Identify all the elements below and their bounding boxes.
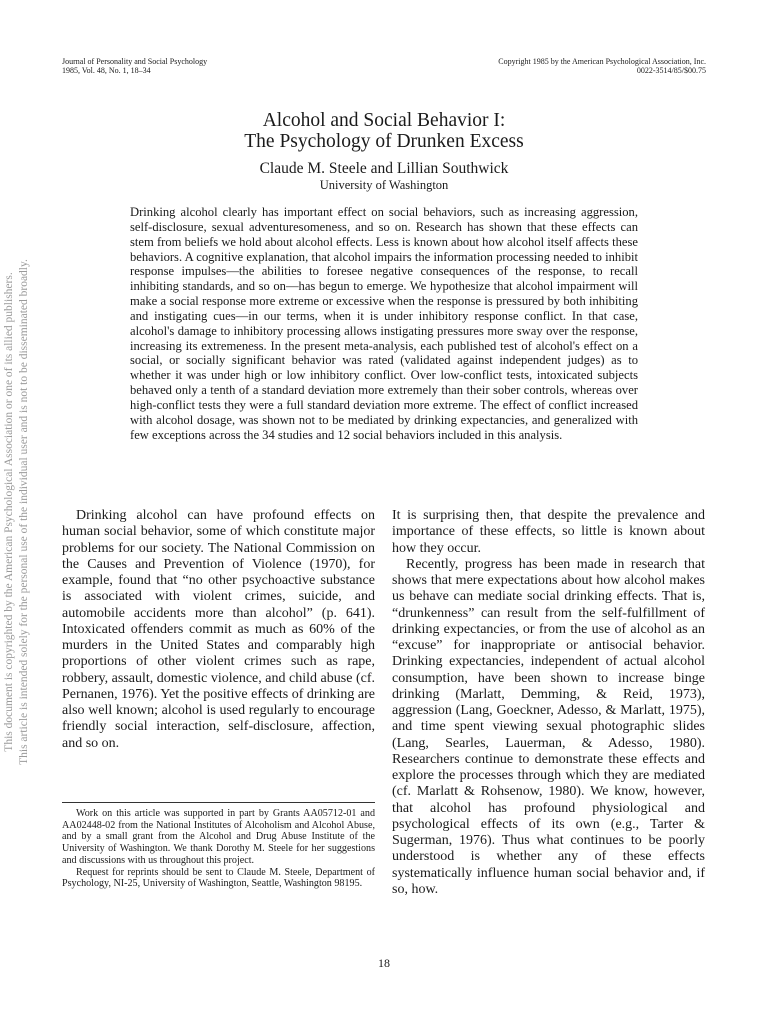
author-names: Claude M. Steele and Lillian Southwick [259, 160, 509, 177]
copyright-watermark-line2: This article is intended solely for the personal use of the individual user and is not to be disseminated broadly. [18, 259, 30, 765]
journal-name: Journal of Personality and Social Psychology [62, 57, 208, 66]
page-number: 18 [378, 956, 390, 970]
copyright-notice: Copyright 1985 by the American Psychological Association, Inc. [498, 57, 706, 66]
body-column-right [392, 508, 705, 898]
footnote-divider [62, 802, 375, 803]
expectancy-paragraph: Recently, progress has been made in research that shows that mere expectations about how alcohol makes us behave can mediate social drinking effects. That is, “drunkenness” can result from the self-fulfillment of drinking expectancies, or from the use of alcohol as an “excuse” for inappropriate or antisocial behavior. Drinking expectancies, independent of actual alcohol consumption, have been shown to increase binge drinking (Marlatt, Demming, & Reid, 1973), aggression (Lang, Goeckner, Adesso, & Marlatt, 1975), and time spent viewing sexual photographic slides (Lang, Searles, Lauerman, & Adesso, 1980). Researchers continue to demonstrate these effects and explore the processes through which they are mediated (cf. Marlatt & Rohsenow, 1980). We know, however, that alcohol has profound physiological and psychological effects of its own (e.g., Tarter & Sugerman, 1976). Thus what continues to be poorly understood is whether any of these effects systematically influence human social behavior and, if so, how. [392, 556, 705, 897]
article-title-line2: The Psychology of Drunken Excess [244, 131, 524, 152]
article-title-line1: Alcohol and Social Behavior I: [262, 110, 506, 131]
reprint-footnote: Request for reprints should be sent to Claude M. Steele, Department of Psychology, NI-25, University of Washington, Seattle, Washington 98195. [62, 866, 375, 890]
copyright-watermark-line1: This document is copyrighted by the American Psychological Association or one of its allied publishers. [3, 272, 15, 752]
journal-issue: 1985, Vol. 48, No. 1, 18–34 [62, 66, 151, 75]
intro-continuation-paragraph: It is surprising then, that despite the prevalence and importance of these effects, so little is known about how they occur. [392, 508, 705, 556]
copyright-block [498, 57, 706, 75]
author-affiliation: University of Washington [319, 178, 449, 192]
body-column-left [62, 508, 375, 752]
journal-citation [62, 57, 207, 75]
funding-footnote: Work on this article was supported in part by Grants AA05712-01 and AA02448-02 from the National Institutes of Alcoholism and Alcohol Abuse, and by a small grant from the Alcohol and Drug Abuse Institute of the University of Washington. We thank Dorothy M. Steele for her suggestions and discussions with us throughout this project. [62, 808, 375, 866]
abstract: Drinking alcohol clearly has important effect on social behaviors, such as increasing aggression, self-disclosure, sexual adventuresomeness, and so on. Research has shown that these effects can stem from beliefs we hold about alcohol effects. Less is known about how alcohol itself affects these behaviors. A cognitive explanation, that alcohol impairs the information processing needed to inhibit response impulses—the abilities to foresee negative consequences of the response, to recall inhibiting standards, and so on—has begun to emerge. We hypothesize that alcohol impairment will make a social response more extreme or excessive when the response is pressured by both inhibiting and instigating cues—in our terms, when it is under inhibitory response conflict. In that case, alcohol's damage to inhibitory processing allows instigating pressures more sway over the response, increasing its extremeness. In the present meta-analysis, each published test of alcohol's effect on a social, or socially significant behavior was rated (validated against independent judges) as to whether it was under high or low inhibitory conflict. Over low-conflict tests, intoxicated subjects behaved only a tenth of a standard deviation more extremely than their sober controls, whereas over high-conflict tests they were a full standard deviation more extreme. The effect of conflict increased with alcohol dosage, was shown not to be mediated by drinking expectancies, and generalized with few exceptions across the 34 studies and 12 social behaviors included in this analysis. [130, 205, 638, 442]
issn-price: 0022-3514/85/$00.75 [636, 66, 706, 75]
footnotes [62, 808, 375, 890]
intro-paragraph: Drinking alcohol can have profound effects on human social behavior, some of which constitute major problems for our society. The National Commission on the Causes and Prevention of Violence (1970), for example, found that “no other psychoactive substance is associated with violent crimes, suicide, and automobile accidents more than alcohol” (p. 641). Intoxicated offenders commit as much as 60% of the murders in the United States and comparably high proportions of other violent crimes such as rape, robbery, assault, domestic violence, and child abuse (cf. Pernanen, 1976). Yet the positive effects of drinking are also well known; alcohol is used regularly to encourage friendly social interaction, self-disclosure, affection, and so on. [62, 508, 375, 751]
